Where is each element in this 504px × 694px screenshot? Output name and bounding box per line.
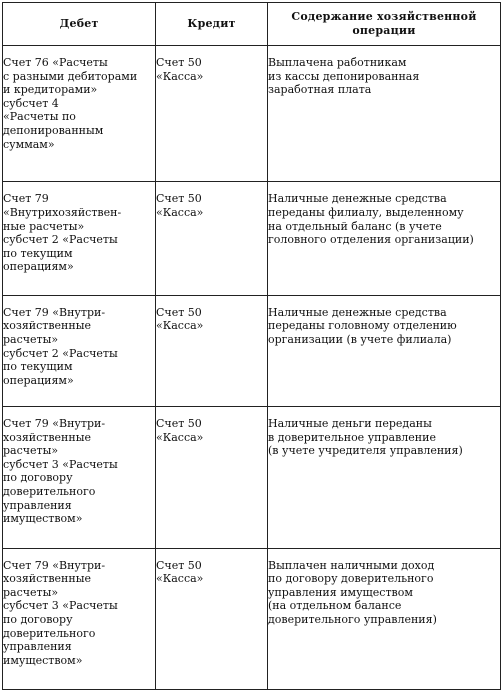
debit-cell: Счет 79 «Внутри- хозяйственные расчеты» субсчет 3 «Расчеты по договору доверительного управления имуществом»: [3, 407, 156, 548]
debit-cell: Счет 79 «Внутрихозяйствен- ные расчеты» субсчет 2 «Расчеты по текущим операциям»: [3, 182, 156, 295]
description-cell: Выплачен наличными доход по договору доверительного управления имуществом (на отдельном балансе доверительного управления): [268, 548, 501, 689]
description-cell: Выплачена работникам из кассы депонированная заработная плата: [268, 46, 501, 182]
table-header: [3, 3, 501, 46]
table-row: [3, 46, 501, 182]
header-description: Содержание хозяйственной операции: [268, 3, 501, 46]
description-cell: Наличные денежные средства переданы головному отделению организации (в учете филиала): [268, 295, 501, 406]
header-credit: Кредит: [156, 3, 268, 46]
credit-cell: Счет 50 «Касса»: [156, 548, 268, 689]
accounting-entries-table: [2, 2, 501, 690]
debit-cell: Счет 79 «Внутри- хозяйственные расчеты» субсчет 3 «Расчеты по договору доверительного управления имуществом»: [3, 548, 156, 689]
description-cell: Наличные денежные средства переданы филиалу, выделенному на отдельный баланс (в учете головного отделения организации): [268, 182, 501, 295]
table-row: [3, 407, 501, 548]
debit-cell: Счет 79 «Внутри- хозяйственные расчеты» субсчет 2 «Расчеты по текущим операциям»: [3, 295, 156, 406]
credit-cell: Счет 50 «Касса»: [156, 295, 268, 406]
table-body: [3, 46, 501, 690]
credit-cell: Счет 50 «Касса»: [156, 407, 268, 548]
table-row: [3, 295, 501, 406]
header-row: [3, 3, 501, 46]
header-debit: Дебет: [3, 3, 156, 46]
credit-cell: Счет 50 «Касса»: [156, 182, 268, 295]
debit-cell: Счет 76 «Расчеты с разными дебиторами и кредиторами» субсчет 4 «Расчеты по депонированным суммам»: [3, 46, 156, 182]
description-cell: Наличные деньги переданы в доверительное управление (в учете учредителя управления): [268, 407, 501, 548]
table-row: [3, 182, 501, 295]
table-row: [3, 548, 501, 689]
credit-cell: Счет 50 «Касса»: [156, 46, 268, 182]
